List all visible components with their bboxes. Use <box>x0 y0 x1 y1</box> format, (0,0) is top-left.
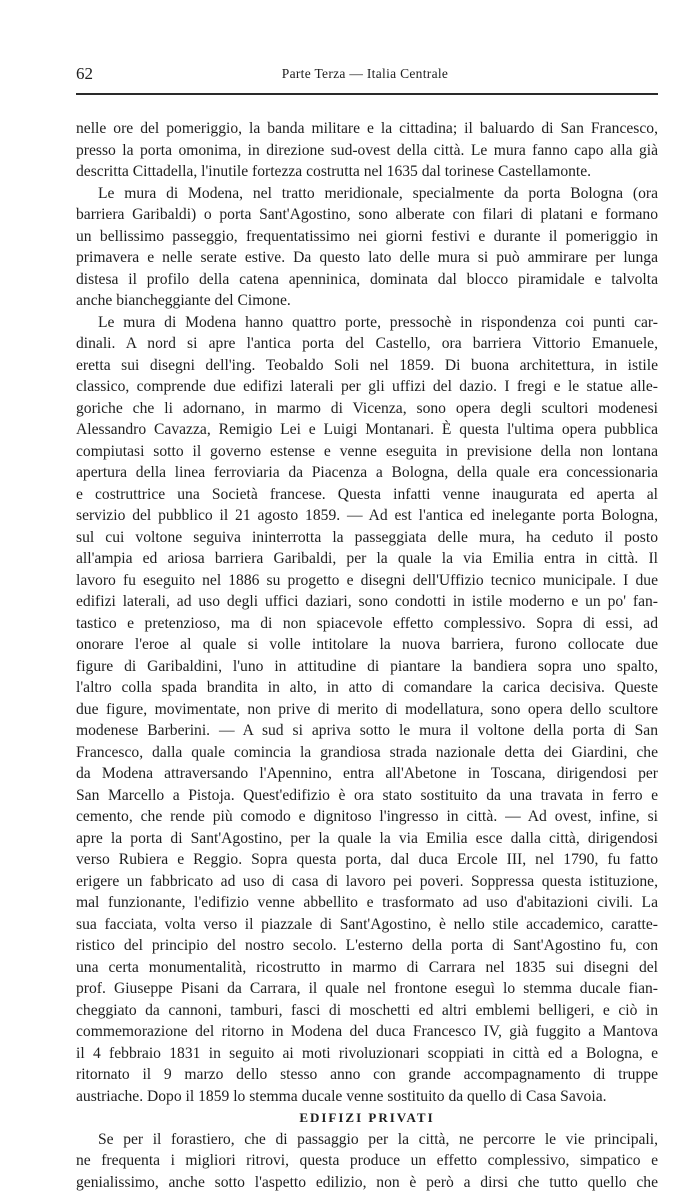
text-line: mal funzionante, l'edifizio venne abbellito e trasformato ad uso d'abitazioni civili. La <box>76 892 658 914</box>
text-line: eretta sui disegni dell'ing. Teobaldo Soli nel 1859. Di buona architettura, in istile <box>76 355 658 377</box>
text-line: dinali. A nord si apre l'antica porta del Castello, ora barriera Vittorio Emanuele, <box>76 333 658 355</box>
text-line: classico, comprende due edifizi laterali per gli uffizi del dazio. I fregi e le statue alle- <box>76 376 658 398</box>
text-line: una certa monumentalità, ricostrutto in marmo di Carrara nel 1835 sui disegni del <box>76 957 658 979</box>
page-number: 62 <box>76 64 93 84</box>
text-line: verso Rubiera e Reggio. Sopra questa porta, dal duca Ercole III, nel 1790, fu fatto <box>76 849 658 871</box>
text-line: descritta Cittadella, l'inutile fortezza costrutta nel 1635 dal torinese Castellamonte. <box>76 161 658 183</box>
text-line: e costruttrice una Società francese. Questa infatti venne inaugurata ed aperta al <box>76 484 658 506</box>
body-text <box>76 118 658 1193</box>
section-heading: EDIFIZI PRIVATI <box>76 1107 658 1129</box>
text-line: barriera Garibaldi) o porta Sant'Agostino, sono alberate con filari di platani e formano <box>76 204 658 226</box>
text-line: Alessandro Cavazza, Remigio Lei e Luigi Montanari. È questa l'ultima opera pubblica <box>76 419 658 441</box>
running-title: Parte Terza — Italia Centrale <box>72 66 658 82</box>
text-line: servizio del pubblico il 21 agosto 1859. — Ad est l'antica ed inelegante porta Bologna, <box>76 505 658 527</box>
text-line: primavera e nelle serate estive. Da questo lato delle mura si può ammirare per lunga <box>76 247 658 269</box>
text-line: prof. Giuseppe Pisani da Carrara, il quale nel frontone eseguì lo stemma ducale fian- <box>76 978 658 1000</box>
text-line: commemorazione del ritorno in Modena del duca Francesco IV, già fuggito a Mantova <box>76 1021 658 1043</box>
text-line: Francesco, dalla quale comincia la grandiosa strada nazionale detta dei Giardini, che <box>76 742 658 764</box>
text-line: presso la porta omonima, in direzione sud-ovest della città. Le mura fanno capo alla già <box>76 140 658 162</box>
text-line: genialissimo, anche sotto l'aspetto edilizio, non è però a dirsi che tutto quello che <box>76 1172 658 1193</box>
text-line: San Marcello a Pistoja. Quest'edifizio è ora stato sostituito da una travata in ferro e <box>76 785 658 807</box>
text-line: due figure, movimentate, non prive di merito di modellatura, sono opera dello scultore <box>76 699 658 721</box>
running-header <box>72 64 658 86</box>
text-line: Se per il forastiero, che di passaggio per la città, ne percorre le vie principali, <box>76 1129 658 1151</box>
text-line: austriache. Dopo il 1859 lo stemma ducale venne sostituito da quello di Casa Savoia. <box>76 1086 658 1108</box>
text-line: Le mura di Modena, nel tratto meridionale, specialmente da porta Bologna (ora <box>76 183 658 205</box>
text-line: figure di Garibaldini, l'uno in attitudine di piantare la bandiera sopra uno spalto, <box>76 656 658 678</box>
text-line: cemento, che rende più comodo e dignitoso l'ingresso in città. — Ad ovest, infine, si <box>76 806 658 828</box>
text-line: cheggiato da cannoni, tamburi, fasci di moschetti ed altri emblemi belligeri, e ciò in <box>76 1000 658 1022</box>
text-line: goriche che li adornano, in marmo di Vicenza, sono opera degli scultori modenesi <box>76 398 658 420</box>
text-line: modenese Barberini. — A sud si apriva sotto le mura il voltone della porta di San <box>76 720 658 742</box>
text-line: all'ampia ed ariosa barriera Garibaldi, per la quale la via Emilia entra in città. Il <box>76 548 658 570</box>
text-line: sul cui voltone seguiva ininterrotta la passeggiata delle mura, ha ceduto il posto <box>76 527 658 549</box>
text-line: compiutasi sotto il governo estense e venne eseguita in previsione della non lontana <box>76 441 658 463</box>
text-line: apertura della linea ferroviaria da Piacenza a Bologna, della quale era concessionaria <box>76 462 658 484</box>
text-line: edifizi laterali, ad uso degli uffici daziari, sono condotti in istile moderno e un po' fan- <box>76 591 658 613</box>
text-line: distesa il profilo della catena apenninica, dominata dal blocco piramidale e talvolta <box>76 269 658 291</box>
text-line: anche biancheggiante del Cimone. <box>76 290 658 312</box>
text-line: lavoro fu eseguito nel 1886 su progetto e disegni dell'Uffizio tecnico municipale. I due <box>76 570 658 592</box>
text-line: l'altro colla spada brandita in alto, in atto di comandare la carica decisiva. Queste <box>76 677 658 699</box>
text-line: erigere un fabbricato ad uso di casa di lavoro pei poveri. Soppressa questa istituzione, <box>76 871 658 893</box>
text-line: Le mura di Modena hanno quattro porte, pressochè in rispondenza coi punti car- <box>76 312 658 334</box>
text-line: sua facciata, volta verso il piazzale di Sant'Agostino, è nello stile accademico, caratte- <box>76 914 658 936</box>
header-rule <box>76 93 658 95</box>
text-line: un bellissimo passeggio, frequentatissimo nei giorni festivi e durante il pomeriggio in <box>76 226 658 248</box>
text-line: il 4 febbraio 1831 in seguito ai moti rivoluzionari scoppiati in città ed a Bologna, e <box>76 1043 658 1065</box>
text-line: ristico del principio del nostro secolo. L'esterno della porta di Sant'Agostino fu, con <box>76 935 658 957</box>
text-line: ne frequenta i migliori ritrovi, questa produce un effetto complessivo, simpatico e <box>76 1150 658 1172</box>
text-line: da Modena attraversando l'Apennino, entra all'Abetone in Toscana, dirigendosi per <box>76 763 658 785</box>
text-line: tastico e pretenzioso, ma di non spiacevole effetto complessivo. Sopra di essi, ad <box>76 613 658 635</box>
text-line: ritornato il 9 marzo dello stesso anno con grande accompagnamento di truppe <box>76 1064 658 1086</box>
text-line: nelle ore del pomeriggio, la banda militare e la cittadina; il baluardo di San Francesco, <box>76 118 658 140</box>
text-line: onorare l'eroe al quale si volle intitolare la nuova barriera, furono collocate due <box>76 634 658 656</box>
text-line: apre la porta di Sant'Agostino, per la quale la via Emilia esce dalla città, dirigendosi <box>76 828 658 850</box>
